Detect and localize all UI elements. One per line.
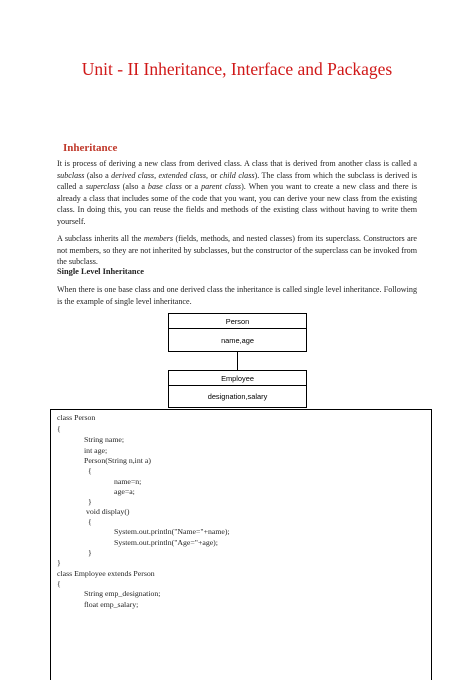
paragraph-definition: It is process of deriving a new class from derived class. A class that is derived from another class is called a subclass (also a derived class, extended class, or child class). The class from which the subclass is derived is called a superclass (also a base class or a parent class). When you want to create a new class and there is already a class that includes some of the code that you want, you can derive your new class from the existing class. In doing this, you can reuse the fields and methods of the existing class without having to write them yourself. [57,159,418,226]
person-class-name: Person [169,314,306,329]
code-line: System.out.println("Name="+name); [114,527,230,536]
code-line: } [57,558,61,567]
employee-class-name: Employee [169,371,306,386]
code-line: System.out.println("Age="+age); [114,538,218,547]
code-line: { [57,424,61,433]
employee-class-members: designation,salary [207,392,268,401]
code-line: { [88,466,92,475]
employee-class-box [168,370,307,408]
code-line: int age; [84,446,108,455]
code-line: String emp_designation; [84,589,161,598]
code-line: { [57,579,61,588]
code-line: { [88,517,92,526]
code-line: Person(String n,int a) [84,456,151,465]
code-line: float emp_salary; [84,600,139,609]
code-line: void display() [86,507,130,516]
section-heading: Inheritance [63,142,118,154]
code-line: name=n; [114,477,142,486]
code-line: } [88,548,92,557]
single-level-description: When there is one base class and one derived class the inheritance is called single level inheritance. Following is the example of single level inheritance. [57,285,417,306]
inheritance-connector [237,351,238,370]
person-class-box [168,313,307,352]
code-line: age=a; [114,487,135,496]
code-line: } [88,497,92,506]
page-title: Unit - II Inheritance, Interface and Packages [81,59,393,79]
code-line: String name; [84,435,125,444]
person-class-members: name,age [221,335,254,345]
code-line: class Person [57,413,96,422]
single-level-heading: Single Level Inheritance [57,267,145,276]
code-line: class Employee extends Person [57,569,155,578]
paragraph-members: A subclass inherits all the members (fields, methods, and nested classes) from its superclass. Constructors are not members, so they are not inherited by subclasses, but the constructor of the superclass can be invoked from the subclass. [57,234,417,267]
code-listing-box [50,409,432,680]
